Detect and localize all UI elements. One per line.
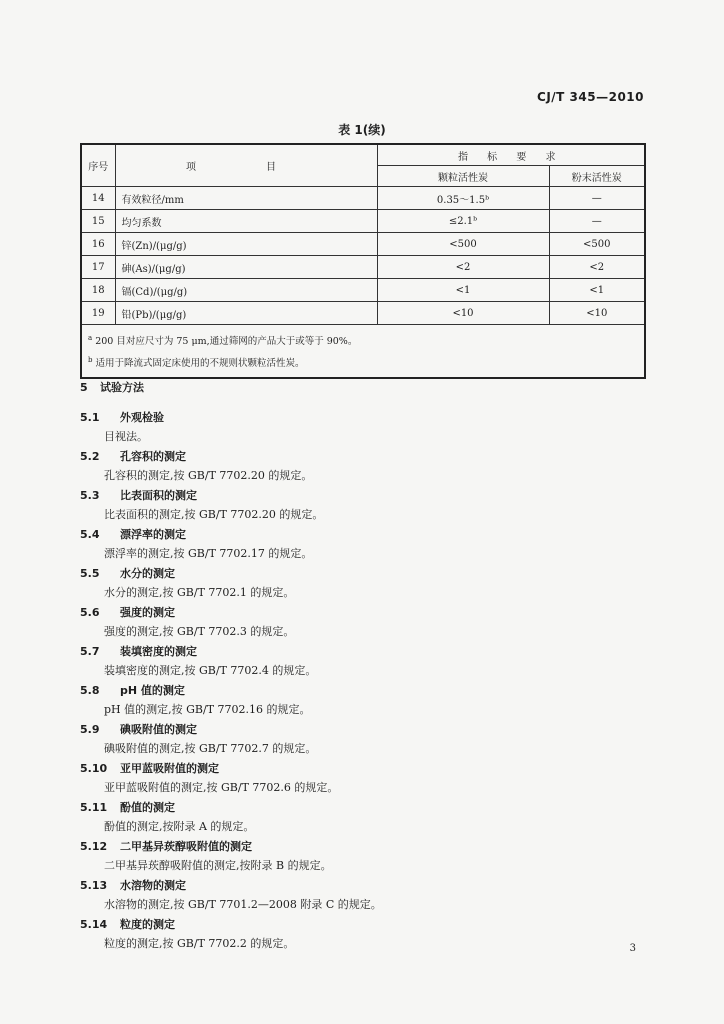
- subsection-heading: [80, 721, 197, 737]
- section-5-heading: [80, 379, 144, 395]
- note-b-mark: b: [88, 356, 93, 365]
- note-a-text: 200 目对应尺寸为 75 μm,通过筛网的产品大于或等于 90%。: [95, 336, 358, 348]
- row-item: 有效粒径/mm: [115, 187, 377, 210]
- row-item: 铅(Pb)/(μg/g): [115, 302, 377, 325]
- subsection-number: 5.13: [80, 879, 108, 892]
- row-powder-value: —: [549, 187, 645, 210]
- subsection-heading: [80, 565, 175, 581]
- subsection-heading: [80, 760, 219, 776]
- subsection-body: 碘吸附值的测定,按 GB/T 7702.7 的规定。: [104, 742, 317, 755]
- table-header-row: [81, 144, 645, 166]
- subsection-heading: [80, 448, 186, 464]
- subsection-number: 5.10: [80, 762, 108, 775]
- subsection-title: 水溶物的测定: [120, 879, 186, 892]
- subsection-number: 5.8: [80, 684, 100, 697]
- subsection-heading: [80, 799, 175, 815]
- subsection-title: 装填密度的测定: [120, 645, 197, 658]
- row-granular-value: <10: [377, 302, 549, 325]
- table-notes-row: [81, 325, 645, 379]
- table-row: [81, 187, 645, 210]
- row-number: 16: [81, 233, 115, 256]
- subsection-body: 比表面积的测定,按 GB/T 7702.20 的规定。: [104, 508, 324, 521]
- row-number: 14: [81, 187, 115, 210]
- row-powder-value: <500: [549, 233, 645, 256]
- table-note-a: [88, 329, 638, 351]
- subsection-title: 比表面积的测定: [120, 489, 197, 502]
- page-number: 3: [629, 943, 636, 954]
- subsection-body: 目视法。: [104, 430, 148, 443]
- standard-code: CJ/T 345—2010: [537, 90, 644, 104]
- row-granular-value: ≤2.1ᵇ: [377, 210, 549, 233]
- subsection-number: 5.3: [80, 489, 100, 502]
- table-row: [81, 279, 645, 302]
- subsection-title: 孔容积的测定: [120, 450, 186, 463]
- subsection-title: 强度的测定: [120, 606, 175, 619]
- requirements-table: [80, 143, 646, 379]
- subsection-title: 粒度的测定: [120, 918, 175, 931]
- col-header-powder: 粉末活性炭: [549, 166, 645, 187]
- subsection-heading: [80, 838, 252, 854]
- subsection-body: 孔容积的测定,按 GB/T 7702.20 的规定。: [104, 469, 313, 482]
- subsection-number: 5.12: [80, 840, 108, 853]
- subsection-number: 5.5: [80, 567, 100, 580]
- subsection-number: 5.11: [80, 801, 108, 814]
- subsection-body: 二甲基异莰醇吸附值的测定,按附录 B 的规定。: [104, 859, 332, 872]
- subsection-title: 外观检验: [120, 411, 164, 424]
- subsection-body: 酚值的测定,按附录 A 的规定。: [104, 820, 255, 833]
- row-powder-value: <2: [549, 256, 645, 279]
- note-a-mark: a: [88, 334, 93, 342]
- subsection-title: 亚甲蓝吸附值的测定: [120, 762, 219, 775]
- row-granular-value: <2: [377, 256, 549, 279]
- row-powder-value: <10: [549, 302, 645, 325]
- subsection-body: 粒度的测定,按 GB/T 7702.2 的规定。: [104, 937, 295, 950]
- subsection-heading: [80, 604, 175, 620]
- subsection-title: 二甲基异莰醇吸附值的测定: [120, 840, 252, 853]
- row-granular-value: 0.35～1.5ᵇ: [377, 187, 549, 210]
- table-row: [81, 256, 645, 279]
- row-powder-value: —: [549, 210, 645, 233]
- table-note-b: [88, 351, 638, 373]
- subsection-body: 水溶物的测定,按 GB/T 7701.2—2008 附录 C 的规定。: [104, 898, 382, 911]
- row-granular-value: <500: [377, 233, 549, 256]
- row-number: 17: [81, 256, 115, 279]
- row-number: 18: [81, 279, 115, 302]
- table-row: [81, 210, 645, 233]
- section-number: 5: [80, 381, 88, 394]
- row-item: 镉(Cd)/(μg/g): [115, 279, 377, 302]
- subsection-heading: [80, 916, 175, 932]
- subsection-heading: [80, 643, 197, 659]
- subsection-number: 5.4: [80, 528, 100, 541]
- subsection-body: 水分的测定,按 GB/T 7702.1 的规定。: [104, 586, 295, 599]
- subsection-number: 5.9: [80, 723, 100, 736]
- col-header-no: 序号: [81, 144, 115, 187]
- subsection-title: 水分的测定: [120, 567, 175, 580]
- subsection-number: 5.7: [80, 645, 100, 658]
- subsection-heading: [80, 682, 185, 698]
- table-row: [81, 302, 645, 325]
- note-b-text: 适用于降流式固定床使用的不规则状颗粒活性炭。: [95, 358, 305, 370]
- subsection-body: 亚甲蓝吸附值的测定,按 GB/T 7702.6 的规定。: [104, 781, 339, 794]
- subsection-heading: [80, 526, 186, 542]
- subsection-body: 强度的测定,按 GB/T 7702.3 的规定。: [104, 625, 295, 638]
- subsection-title: 酚值的测定: [120, 801, 175, 814]
- subsection-heading: [80, 409, 164, 425]
- row-item: 锌(Zn)/(μg/g): [115, 233, 377, 256]
- section-title: 试验方法: [100, 381, 144, 394]
- subsection-title: 碘吸附值的测定: [120, 723, 197, 736]
- table-notes: [81, 325, 645, 379]
- subsection-body: 漂浮率的测定,按 GB/T 7702.17 的规定。: [104, 547, 313, 560]
- row-number: 15: [81, 210, 115, 233]
- subsection-heading: [80, 487, 197, 503]
- subsection-body: 装填密度的测定,按 GB/T 7702.4 的规定。: [104, 664, 317, 677]
- subsection-number: 5.2: [80, 450, 100, 463]
- row-item: 砷(As)/(μg/g): [115, 256, 377, 279]
- col-header-group: 指 标 要 求: [377, 144, 645, 166]
- row-granular-value: <1: [377, 279, 549, 302]
- subsection-heading: [80, 877, 186, 893]
- row-powder-value: <1: [549, 279, 645, 302]
- subsection-number: 5.6: [80, 606, 100, 619]
- subsection-title: 漂浮率的测定: [120, 528, 186, 541]
- subsection-title: pH 值的测定: [120, 684, 185, 697]
- subsection-number: 5.1: [80, 411, 100, 424]
- table-caption: 表 1(续): [338, 123, 386, 137]
- col-header-item: 项 目: [115, 144, 377, 187]
- col-header-granular: 颗粒活性炭: [377, 166, 549, 187]
- row-number: 19: [81, 302, 115, 325]
- row-item: 均匀系数: [115, 210, 377, 233]
- subsection-number: 5.14: [80, 918, 108, 931]
- table-row: [81, 233, 645, 256]
- subsection-body: pH 值的测定,按 GB/T 7702.16 的规定。: [104, 703, 311, 716]
